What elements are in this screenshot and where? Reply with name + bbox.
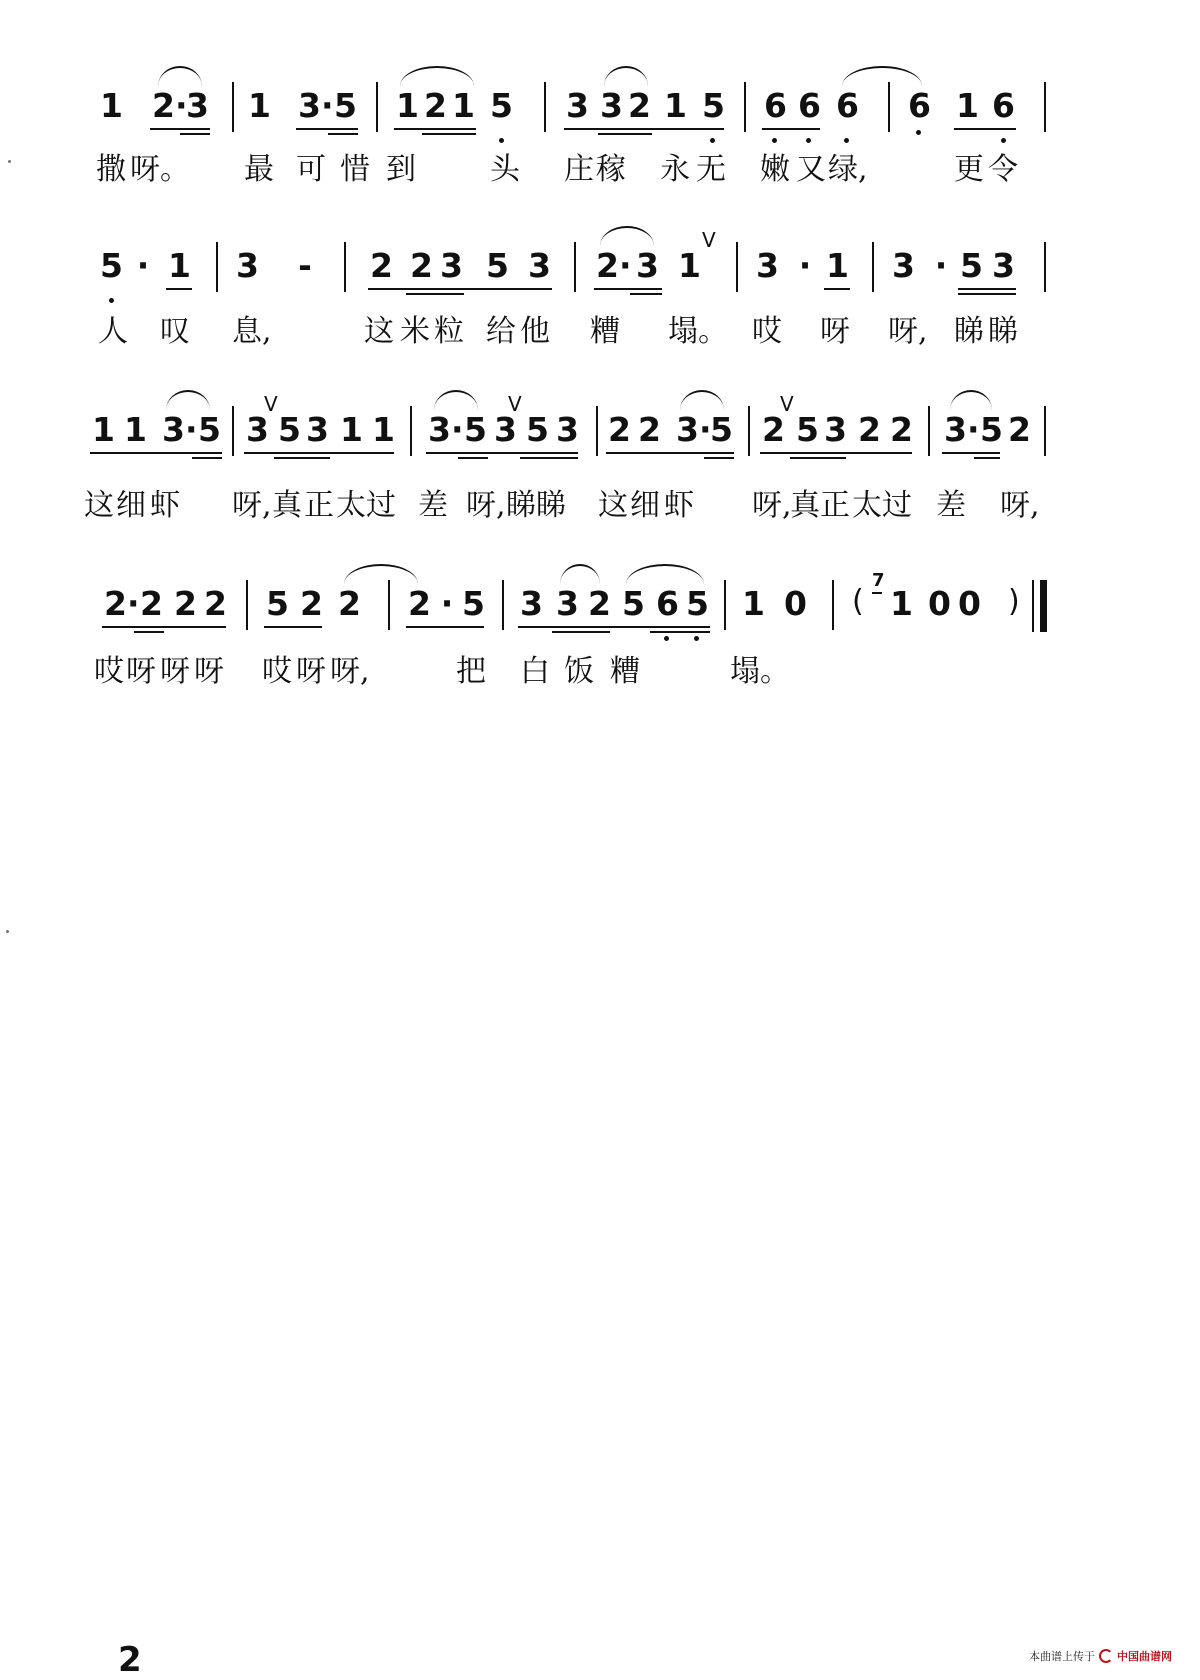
lyric: 叹: [160, 314, 190, 349]
lyric: 更: [954, 152, 984, 187]
watermark-footer: [1029, 1648, 1172, 1664]
notation-line-4: 2· 2 2 2 5 2 2 2 · 5 3 3 2 5 6 5 1 0 ( 7 1 0 0 ): [0, 570, 1200, 640]
lyric: 这: [364, 314, 394, 349]
lyric: 睇: [988, 314, 1018, 349]
lyric: 过: [882, 488, 912, 523]
lyric: 头: [490, 152, 520, 187]
lyrics-line-1: [0, 146, 1200, 192]
lyric: 呀,: [330, 654, 370, 689]
lyric: 糟: [590, 314, 620, 349]
lyric: 惜: [340, 152, 370, 187]
lyric: 他: [520, 314, 550, 349]
lyric: 过: [366, 488, 396, 523]
lyric: 绿,: [828, 152, 868, 187]
lyric: 嫩: [760, 152, 790, 187]
lyric: 塌。: [668, 314, 728, 349]
page-number: 2: [118, 1640, 142, 1680]
lyric: 哎: [752, 314, 782, 349]
lyric: 人: [98, 314, 128, 349]
lyric: 到: [386, 152, 416, 187]
lyric: 呀,: [888, 314, 928, 349]
lyric: 太: [852, 488, 882, 523]
lyric: 细: [116, 488, 146, 523]
lyric: 这: [598, 488, 628, 523]
lyric: 太: [336, 488, 366, 523]
lyric: 差: [418, 488, 448, 523]
lyric: 饭: [564, 654, 594, 689]
lyrics-line-3: [0, 482, 1200, 528]
lyric: 息,: [232, 314, 272, 349]
notation-line-2: 5 · 1 3 - 2 2 3 5 3 2· 3 1 V 3 · 1 3 · 5 3: [0, 232, 1200, 302]
lyric: 糟: [610, 654, 640, 689]
notation-line-1: 1 2· 3 1 3· 5 1 2 1 5 3 3 2 1 5 6 6 6 6 1 6: [0, 72, 1200, 142]
lyric: 粒: [434, 314, 464, 349]
lyric: 哎: [262, 654, 292, 689]
lyric: 呀: [194, 654, 224, 689]
lyric: 永: [660, 152, 690, 187]
note: 3: [186, 86, 209, 125]
lyric: 正: [820, 488, 850, 523]
lyric: 令: [988, 152, 1018, 187]
lyric: 白: [520, 654, 550, 689]
lyric: 睇: [536, 488, 566, 523]
lyric: 又: [796, 152, 826, 187]
lyric: 稼: [596, 152, 626, 187]
lyric: 米: [400, 314, 430, 349]
lyrics-line-4: [0, 648, 1200, 694]
lyric: 真: [272, 488, 302, 523]
upload-note: 本曲谱上传于: [1029, 1650, 1095, 1663]
lyric: 呀。: [130, 152, 190, 187]
lyrics-line-2: [0, 308, 1200, 354]
lyric: 呀,: [1000, 488, 1040, 523]
notation-line-3: 1 1 3· 5 3 5 3 1 1 V 3· 5 3 5 3 V 2 2 3· 5 2 5 3 2 2 V 3· 5 2: [0, 396, 1200, 466]
lyric: 把: [456, 654, 486, 689]
lyric: 睇: [506, 488, 536, 523]
lyric: 撒: [96, 152, 126, 187]
note: 1: [100, 86, 123, 125]
lyric: 这: [84, 488, 114, 523]
lyric: 呀: [160, 654, 190, 689]
lyric: 呀: [296, 654, 326, 689]
lyric: 虾: [664, 488, 694, 523]
lyric: 呀: [820, 314, 850, 349]
lyric: 哎: [94, 654, 124, 689]
lyric: 睇: [954, 314, 984, 349]
lyric: 可: [296, 152, 326, 187]
lyric: 真: [790, 488, 820, 523]
lyric: 给: [486, 314, 516, 349]
lyric: 正: [304, 488, 334, 523]
site-name: 中国曲谱网: [1117, 1650, 1172, 1663]
lyric: 呀,: [232, 488, 272, 523]
note: 2·: [152, 86, 188, 125]
lyric: 最: [244, 152, 274, 187]
lyric: 无: [696, 152, 726, 187]
lyric: 庄: [564, 152, 594, 187]
lyric: 呀,: [466, 488, 506, 523]
lyric: 呀: [126, 654, 156, 689]
lyric: 呀,: [752, 488, 792, 523]
lyric: 塌。: [730, 654, 790, 689]
lyric: 差: [936, 488, 966, 523]
lyric: 虾: [150, 488, 180, 523]
lyric: 细: [630, 488, 660, 523]
